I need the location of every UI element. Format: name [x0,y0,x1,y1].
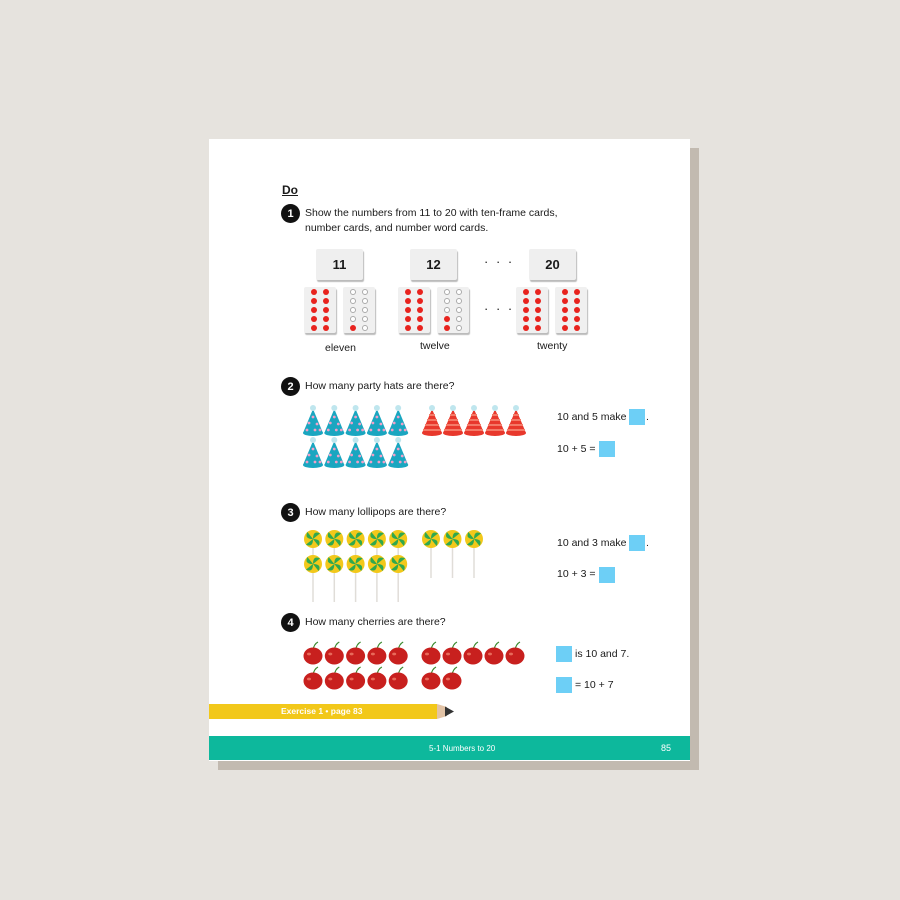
page-number: 85 [661,743,672,753]
lollipop-icon [422,530,440,578]
party-hat-icon [388,405,408,436]
number-card: 11 [316,249,363,280]
party-hat-icon [443,405,463,436]
lollipop-icon [368,555,386,602]
cherry-icon [443,642,462,665]
party-hat-icon [367,437,387,468]
question-text: How many lollipops are there? [305,506,447,518]
party-hat-icon [485,405,505,436]
party-hat-icon [303,405,323,436]
cherry-icon [325,667,344,690]
period: . [646,537,649,549]
cherry-icon [464,642,483,665]
number-word: eleven [325,342,356,354]
cherry-icon [367,642,386,665]
answer-equation: 10 + 5 = [557,443,596,455]
chapter-title: 5-1 Numbers to 20 [429,744,496,753]
ellipsis: · · · [484,254,515,269]
party-hat-icon [324,437,344,468]
answer-equation: = 10 + 7 [575,679,614,691]
number-card: 12 [410,249,457,280]
cherry-icon [304,642,323,665]
party-hat-icon [388,437,408,468]
answer-sentence: 10 and 5 make [557,411,627,423]
lollipop-icon [444,530,462,578]
cherry-icon [422,642,441,665]
question-text: How many cherries are there? [305,616,446,628]
page-footer [209,736,690,760]
lollipop-icon [325,555,343,602]
party-hat-icon [422,405,442,436]
party-hat-icon [464,405,484,436]
pencil-tip-icon [437,704,457,719]
cherry-icon [304,667,323,690]
cherry-icon [485,642,504,665]
cherry-icon [346,642,365,665]
cherry-icon [389,642,408,665]
cherry-icon [325,642,344,665]
party-hat-icon [346,405,366,436]
cherry-icon [506,642,525,665]
party-hat-icon [324,405,344,436]
cherry-icon [389,667,408,690]
cherry-icon [422,667,441,690]
question-text: How many party hats are there? [305,380,455,392]
lollipop-icon [465,530,483,578]
party-hat-icon [506,405,526,436]
question-number: 1 [281,204,300,223]
number-card: 20 [529,249,576,280]
period: . [646,411,649,423]
question-text: Show the numbers from 11 to 20 with ten-frame cards, [305,207,558,219]
lollipop-icon [304,555,322,602]
number-word: twelve [420,340,450,352]
party-hat-icon [303,437,323,468]
party-hat-icon [367,405,387,436]
answer-sentence: 10 and 3 make [557,537,627,549]
lollipop-icon [389,555,407,602]
cherry-icon [346,667,365,690]
answer-equation: 10 + 3 = [557,568,596,580]
cherry-icon [367,667,386,690]
question-number: 4 [281,613,300,632]
ellipsis: · · · [484,301,515,316]
number-word: twenty [537,340,568,352]
exercise-link[interactable] [209,704,437,719]
question-text: number cards, and number word cards. [305,222,489,234]
exercise-label: Exercise 1 • page 83 [281,706,363,716]
party-hat-icon [346,437,366,468]
cherry-icon [443,667,462,690]
answer-sentence: is 10 and 7. [575,648,630,660]
question-number: 2 [281,377,300,396]
section-title: Do [282,183,298,197]
question-number: 3 [281,503,300,522]
lollipop-icon [347,555,365,602]
